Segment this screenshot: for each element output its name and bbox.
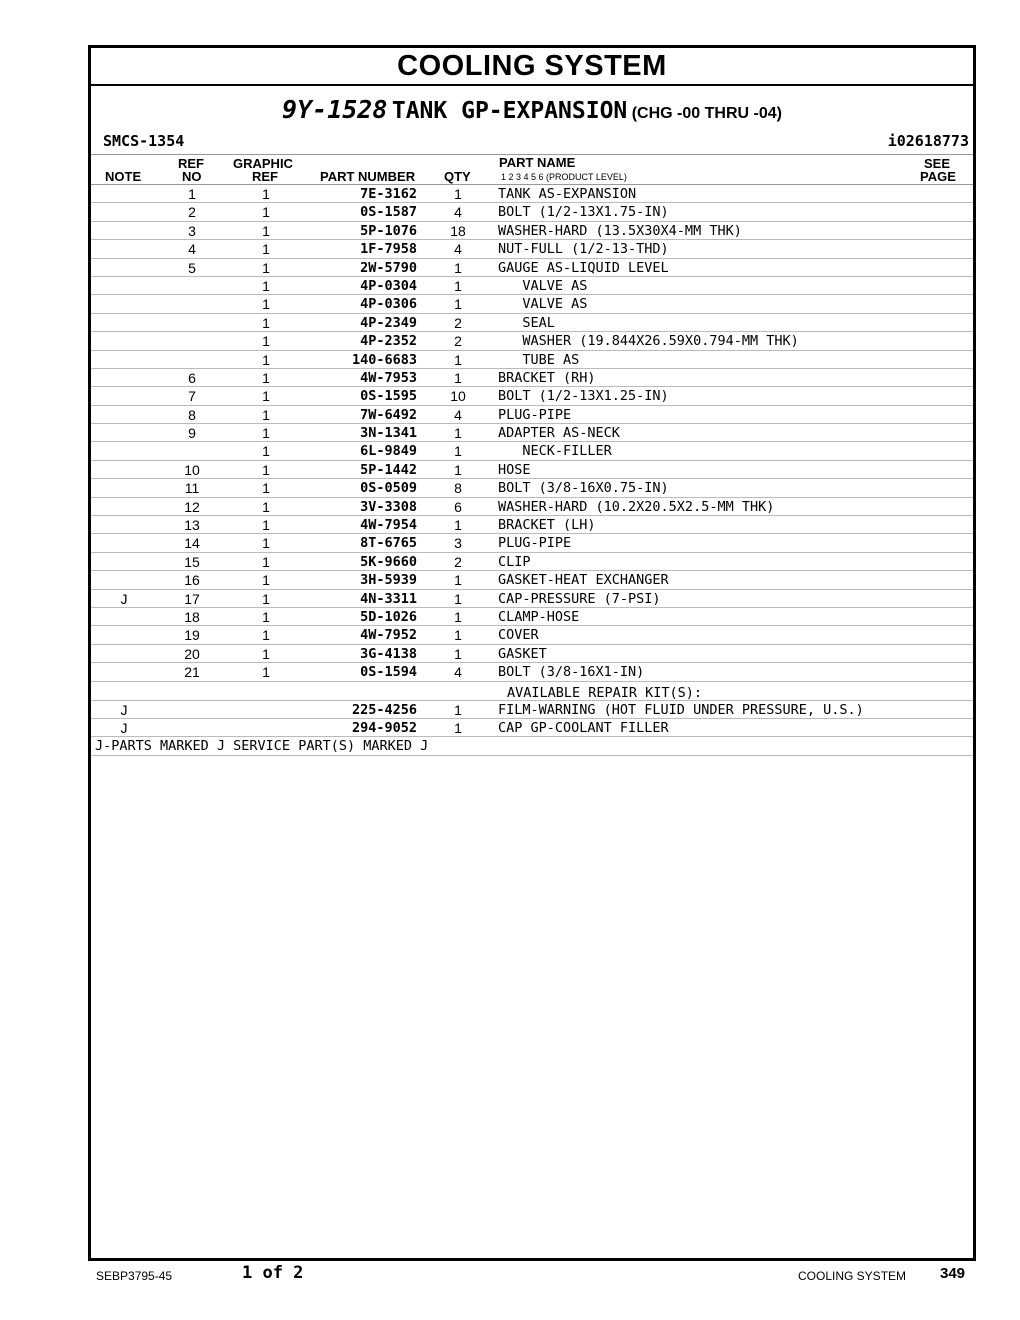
part-name-cell: BOLT (3/8-16X0.75-IN) [498,480,669,497]
table-row [91,424,973,442]
ref-number-cell: 13 [184,517,200,534]
qty-cell: 2 [454,333,462,350]
part-name-cell: WASHER-HARD (13.5X30X4-MM THK) [498,222,742,239]
part-name-cell: FILM-WARNING (HOT FLUID UNDER PRESSURE, U.S.) [498,701,864,718]
qty-cell: 1 [454,572,462,589]
graphic-ref-cell: 1 [262,333,270,350]
part-name-cell: VALVE AS [498,277,588,294]
part-number-cell: 0S-1594 [360,664,417,681]
note-cell: J [120,701,128,718]
graphic-ref-cell: 1 [262,498,270,515]
page-title: COOLING SYSTEM [91,48,973,86]
group-heading [91,86,973,130]
note-cell: J [120,590,128,607]
part-name-cell: BRACKET (RH) [498,369,596,386]
part-name-cell: GASKET [498,645,547,662]
part-name-cell: GAUGE AS-LIQUID LEVEL [498,259,669,276]
ref-number-cell: 9 [188,425,196,442]
part-number-cell: 5D-1026 [360,608,417,625]
part-number-cell: 8T-6765 [360,535,417,552]
col-qty: QTY [444,169,471,184]
qty-cell: 4 [454,664,462,681]
part-name-cell: PLUG-PIPE [498,535,572,552]
ref-number-cell: 15 [184,553,200,570]
group-number: 9Y-1528 [282,95,388,124]
part-number-cell: 2W-5790 [360,259,417,276]
repair-kit-label: AVAILABLE REPAIR KIT(S): [507,684,703,701]
part-name-cell: CLIP [498,553,531,570]
part-number-cell: 7W-6492 [360,406,417,423]
qty-cell: 4 [454,241,462,258]
part-number-cell: 6L-9849 [360,443,417,460]
part-number-cell: 3V-3308 [360,498,417,515]
qty-cell: 2 [454,553,462,570]
table-row [91,222,973,240]
footer-doc-number: SEBP3795-45 [96,1269,173,1283]
qty-cell: 10 [450,388,466,405]
ref-number-cell: 5 [188,259,196,276]
col-graphic-bottom: REF [252,169,278,184]
graphic-ref-cell: 1 [262,535,270,552]
part-number-cell: 4W-7953 [360,369,417,386]
table-row [91,351,973,369]
graphic-ref-cell: 1 [262,259,270,276]
ref-number-cell: 17 [184,590,200,607]
table-row [91,314,973,332]
graphic-ref-cell: 1 [262,664,270,681]
ref-number-cell: 16 [184,572,200,589]
qty-cell: 1 [454,351,462,368]
parts-table [91,185,973,756]
part-name-cell: BRACKET (LH) [498,517,596,534]
graphic-ref-cell: 1 [262,277,270,294]
qty-cell: 4 [454,406,462,423]
col-part-number: PART NUMBER [320,169,416,184]
ref-number-cell: 21 [184,664,200,681]
table-row [91,626,973,644]
part-number-cell: 3N-1341 [360,425,417,442]
table-row [91,479,973,497]
part-number-cell: 294-9052 [351,719,417,736]
table-row [91,461,973,479]
part-number-cell: 4P-2349 [360,314,417,331]
group-name: TANK GP-EXPANSION [391,98,628,124]
table-row [91,203,973,221]
table-row [91,701,973,719]
table-row [91,259,973,277]
part-name-cell: NUT-FULL (1/2-13-THD) [498,241,669,258]
table-row [91,185,973,203]
part-name-cell: ADAPTER AS-NECK [498,425,620,442]
qty-cell: 1 [454,627,462,644]
table-row [91,277,973,295]
graphic-ref-cell: 1 [262,553,270,570]
part-name-cell: CLAMP-HOSE [498,608,580,625]
qty-cell: 1 [454,186,462,202]
ref-number-cell: 8 [188,406,196,423]
part-number-cell: 3G-4138 [360,645,417,662]
part-name-cell: GASKET-HEAT EXCHANGER [498,572,669,589]
part-number-cell: 4P-0306 [360,296,417,313]
table-row [91,369,973,387]
graphic-ref-cell: 1 [262,608,270,625]
part-name-cell: PLUG-PIPE [498,406,572,423]
graphic-ref-cell: 1 [262,461,270,478]
part-name-cell: CAP GP-COOLANT FILLER [498,719,669,736]
table-row [91,516,973,534]
table-row [91,590,973,608]
part-name-cell: TANK AS-EXPANSION [498,186,637,202]
table-row [91,719,973,737]
graphic-ref-cell: 1 [262,204,270,221]
part-name-cell: TUBE AS [498,351,580,368]
graphic-ref-cell: 1 [262,186,270,202]
col-product-level: 1 2 3 4 5 6 (PRODUCT LEVEL) [501,172,627,182]
graphic-ref-cell: 1 [262,406,270,423]
column-headers [91,155,973,185]
graphic-ref-cell: 1 [262,314,270,331]
table-row [91,571,973,589]
part-name-cell: WASHER-HARD (10.2X20.5X2.5-MM THK) [498,498,775,515]
note-cell: J [120,719,128,736]
part-number-cell: 4P-0304 [360,277,417,294]
table-row [91,645,973,663]
table-row [91,332,973,350]
smcs-code: SMCS-1354 [103,132,185,150]
part-name-cell: NECK-FILLER [498,443,612,460]
ref-number-cell: 2 [188,204,196,221]
table-row [91,682,973,701]
table-row [91,295,973,313]
graphic-ref-cell: 1 [262,241,270,258]
notes-legend: J-PARTS MARKED J SERVICE PART(S) MARKED J [95,738,429,755]
qty-cell: 1 [454,296,462,313]
part-name-cell: HOSE [498,461,531,478]
table-row [91,737,973,755]
qty-cell: 1 [454,259,462,276]
table-row [91,442,973,460]
part-number-cell: 5P-1442 [360,461,417,478]
qty-cell: 3 [454,535,462,552]
part-number-cell: 5K-9660 [360,553,417,570]
qty-cell: 1 [454,719,462,736]
qty-cell: 1 [454,443,462,460]
change-range: (CHG -00 THRU -04) [631,105,782,122]
table-row [91,608,973,626]
part-number-cell: 225-4256 [351,701,417,718]
graphic-ref-cell: 1 [262,443,270,460]
part-number-cell: 4P-2352 [360,333,417,350]
col-see-bottom: PAGE [920,169,956,184]
part-number-cell: 0S-1587 [360,204,417,221]
part-number-cell: 1F-7958 [360,241,417,258]
part-name-cell: BOLT (1/2-13X1.75-IN) [498,204,669,221]
graphic-ref-cell: 1 [262,645,270,662]
part-number-cell: 0S-1595 [360,388,417,405]
part-name-cell: WASHER (19.844X26.59X0.794-MM THK) [498,333,799,350]
qty-cell: 4 [454,204,462,221]
qty-cell: 6 [454,498,462,515]
qty-cell: 1 [454,590,462,607]
table-row [91,498,973,516]
ref-number-cell: 7 [188,388,196,405]
graphic-ref-cell: 1 [262,572,270,589]
graphic-ref-cell: 1 [262,590,270,607]
graphic-ref-cell: 1 [262,369,270,386]
ref-number-cell: 18 [184,608,200,625]
part-number-cell: 4W-7952 [360,627,417,644]
document-id: i02618773 [887,132,969,150]
part-number-cell: 7E-3162 [360,186,417,202]
ref-number-cell: 19 [184,627,200,644]
col-ref-bottom: NO [182,169,202,184]
qty-cell: 1 [454,461,462,478]
part-number-cell: 0S-0509 [360,480,417,497]
footer-section: COOLING SYSTEM [798,1269,907,1283]
graphic-ref-cell: 1 [262,425,270,442]
qty-cell: 1 [454,517,462,534]
qty-cell: 2 [454,314,462,331]
ref-number-cell: 3 [188,222,196,239]
qty-cell: 1 [454,701,462,718]
footer-page-number: 349 [940,1265,966,1282]
table-row [91,406,973,424]
ref-number-cell: 14 [184,535,200,552]
col-part-name: PART NAME [499,155,576,170]
parts-page-frame [88,45,976,1261]
part-name-cell: CAP-PRESSURE (7-PSI) [498,590,661,607]
part-name-cell: COVER [498,627,539,644]
part-name-cell: BOLT (3/8-16X1-IN) [498,664,645,681]
ref-number-cell: 10 [184,461,200,478]
col-ref-top: REF [178,156,204,171]
graphic-ref-cell: 1 [262,517,270,534]
table-row [91,240,973,258]
col-note: NOTE [105,169,142,184]
graphic-ref-cell: 1 [262,296,270,313]
ref-number-cell: 11 [184,480,200,497]
table-row [91,663,973,681]
ref-number-cell: 20 [184,645,200,662]
col-see-top: SEE [924,156,951,171]
part-number-cell: 5P-1076 [360,222,417,239]
table-row [91,387,973,405]
part-number-cell: 4N-3311 [360,590,417,607]
qty-cell: 18 [450,222,466,239]
part-name-cell: VALVE AS [498,296,588,313]
graphic-ref-cell: 1 [262,388,270,405]
table-row [91,553,973,571]
part-number-cell: 3H-5939 [360,572,417,589]
graphic-ref-cell: 1 [262,222,270,239]
graphic-ref-cell: 1 [262,351,270,368]
qty-cell: 8 [454,480,462,497]
qty-cell: 1 [454,369,462,386]
ref-number-cell: 12 [184,498,200,515]
qty-cell: 1 [454,277,462,294]
page-footer [0,1262,1020,1290]
table-row [91,534,973,552]
qty-cell: 1 [454,425,462,442]
graphic-ref-cell: 1 [262,627,270,644]
ref-number-cell: 6 [188,369,196,386]
smcs-line [91,130,973,155]
ref-number-cell: 4 [188,241,196,258]
qty-cell: 1 [454,608,462,625]
qty-cell: 1 [454,645,462,662]
part-name-cell: SEAL [498,314,555,331]
graphic-ref-cell: 1 [262,480,270,497]
footer-page-of: 1 of 2 [242,1263,304,1283]
part-number-cell: 4W-7954 [360,517,417,534]
part-name-cell: BOLT (1/2-13X1.25-IN) [498,388,669,405]
ref-number-cell: 1 [188,186,196,202]
part-number-cell: 140-6683 [351,351,417,368]
col-graphic-top: GRAPHIC [233,156,293,171]
